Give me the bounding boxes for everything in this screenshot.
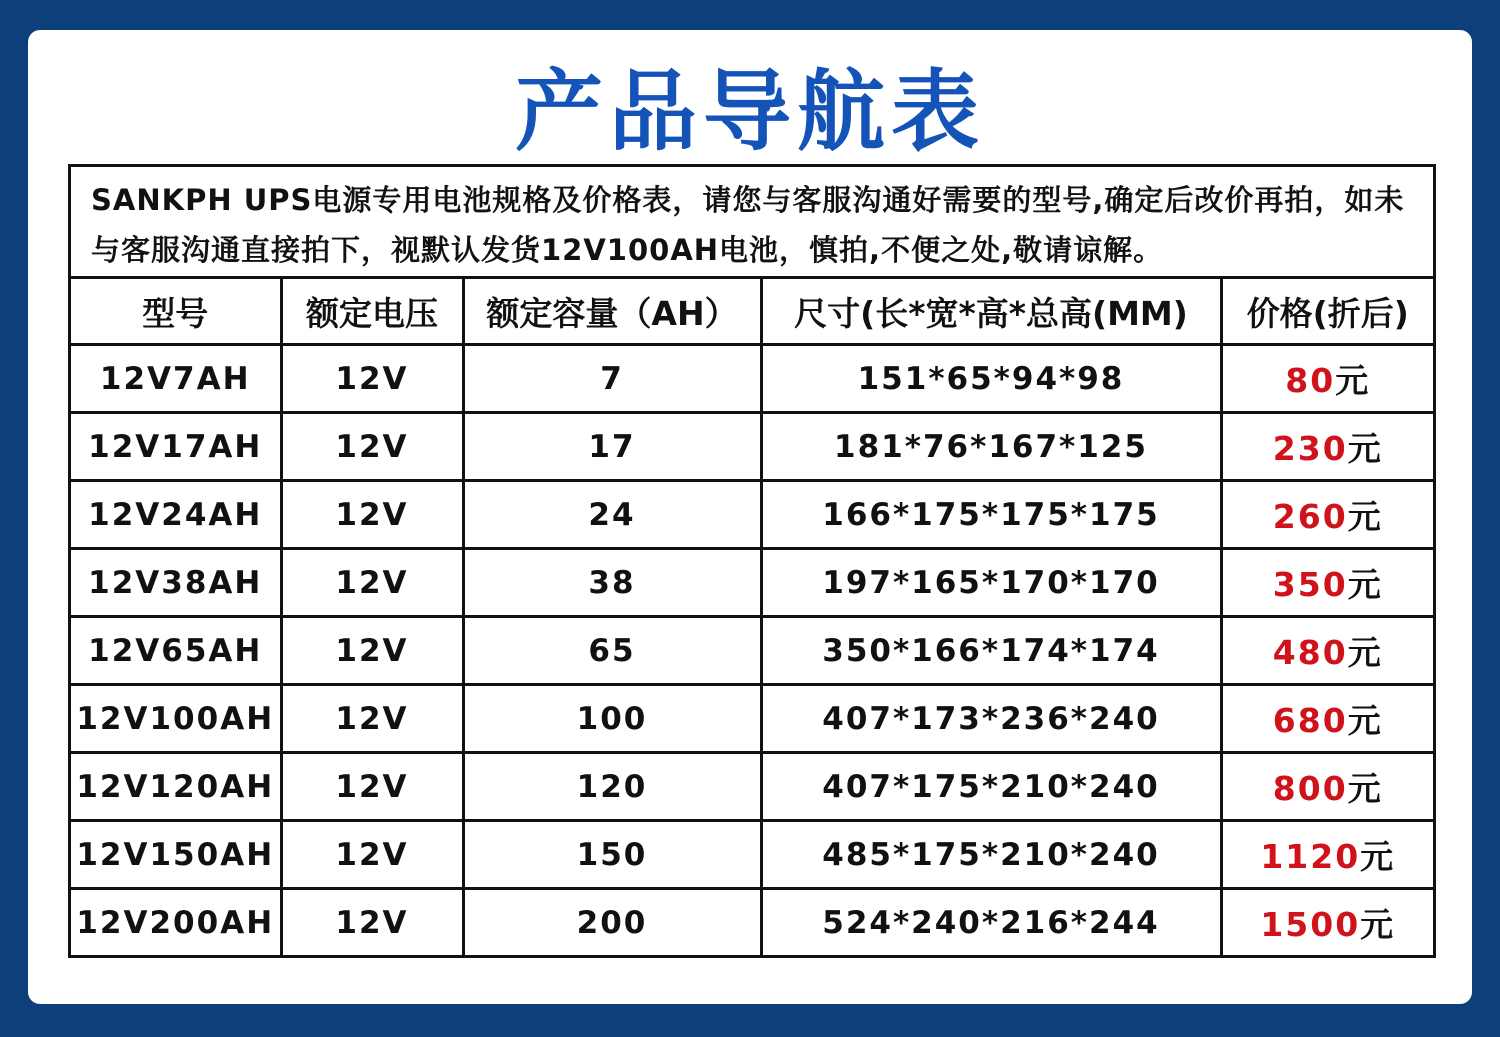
size-cell: 151*65*94*98 (761, 345, 1221, 413)
price-unit: 元 (1360, 837, 1396, 876)
model-cell: 12V24AH (71, 481, 281, 549)
capacity-cell: 200 (463, 889, 761, 956)
price-cell (1221, 617, 1433, 685)
voltage-cell: 12V (281, 481, 463, 549)
price-cell (1221, 889, 1433, 956)
size-cell: 485*175*210*240 (761, 821, 1221, 889)
price-sheet (68, 164, 1436, 958)
model-cell: 12V100AH (71, 685, 281, 753)
price-value: 230 (1272, 429, 1348, 468)
price-value: 480 (1272, 633, 1348, 672)
capacity-cell: 100 (463, 685, 761, 753)
voltage-cell: 12V (281, 889, 463, 956)
price-value: 680 (1272, 701, 1348, 740)
price-unit: 元 (1347, 429, 1383, 468)
price-value: 1500 (1260, 905, 1361, 944)
table-row (71, 753, 1433, 821)
voltage-cell: 12V (281, 821, 463, 889)
model-cell: 12V38AH (71, 549, 281, 617)
price-unit: 元 (1360, 905, 1396, 944)
table-row (71, 685, 1433, 753)
capacity-cell: 7 (463, 345, 761, 413)
content-card (28, 30, 1472, 1004)
price-value: 80 (1285, 361, 1336, 400)
price-cell (1221, 481, 1433, 549)
price-cell (1221, 685, 1433, 753)
price-cell (1221, 413, 1433, 481)
voltage-cell: 12V (281, 685, 463, 753)
price-cell (1221, 549, 1433, 617)
capacity-cell: 120 (463, 753, 761, 821)
header-price: 价格(折后) (1221, 279, 1433, 345)
voltage-cell: 12V (281, 753, 463, 821)
header-voltage: 额定电压 (281, 279, 463, 345)
capacity-cell: 24 (463, 481, 761, 549)
size-cell: 407*175*210*240 (761, 753, 1221, 821)
header-capacity: 额定容量（AH） (463, 279, 761, 345)
price-unit: 元 (1347, 633, 1383, 672)
model-cell: 12V65AH (71, 617, 281, 685)
voltage-cell: 12V (281, 617, 463, 685)
table-row (71, 617, 1433, 685)
table-row (71, 481, 1433, 549)
page-title: 产品导航表 (514, 60, 985, 163)
table-row (71, 889, 1433, 956)
price-value: 1120 (1260, 837, 1361, 876)
price-value: 350 (1272, 565, 1348, 604)
size-cell: 197*165*170*170 (761, 549, 1221, 617)
model-cell: 12V7AH (71, 345, 281, 413)
header-row (71, 279, 1433, 345)
voltage-cell: 12V (281, 345, 463, 413)
price-unit: 元 (1347, 565, 1383, 604)
spec-table (71, 279, 1433, 955)
table-row (71, 413, 1433, 481)
model-cell: 12V150AH (71, 821, 281, 889)
size-cell: 524*240*216*244 (761, 889, 1221, 956)
model-cell: 12V17AH (71, 413, 281, 481)
capacity-cell: 17 (463, 413, 761, 481)
voltage-cell: 12V (281, 549, 463, 617)
table-row (71, 821, 1433, 889)
capacity-cell: 65 (463, 617, 761, 685)
price-unit: 元 (1347, 701, 1383, 740)
header-model: 型号 (71, 279, 281, 345)
price-cell (1221, 753, 1433, 821)
size-cell: 181*76*167*125 (761, 413, 1221, 481)
size-cell: 166*175*175*175 (761, 481, 1221, 549)
voltage-cell: 12V (281, 413, 463, 481)
price-unit: 元 (1335, 361, 1371, 400)
price-cell (1221, 345, 1433, 413)
header-size: 尺寸(长*宽*高*总高(MM) (761, 279, 1221, 345)
price-unit: 元 (1347, 497, 1383, 536)
model-cell: 12V200AH (71, 889, 281, 956)
model-cell: 12V120AH (71, 753, 281, 821)
size-cell: 350*166*174*174 (761, 617, 1221, 685)
price-cell (1221, 821, 1433, 889)
capacity-cell: 38 (463, 549, 761, 617)
price-value: 260 (1272, 497, 1348, 536)
notice-text: SANKPH UPS电源专用电池规格及价格表，请您与客服沟通好需要的型号,确定后改价再拍，如未与客服沟通直接拍下，视默认发货12V100AH电池，慎拍,不便之处,敬请谅解。 (71, 167, 1433, 279)
price-unit: 元 (1347, 769, 1383, 808)
table-row (71, 549, 1433, 617)
table-row (71, 345, 1433, 413)
capacity-cell: 150 (463, 821, 761, 889)
size-cell: 407*173*236*240 (761, 685, 1221, 753)
price-value: 800 (1272, 769, 1348, 808)
